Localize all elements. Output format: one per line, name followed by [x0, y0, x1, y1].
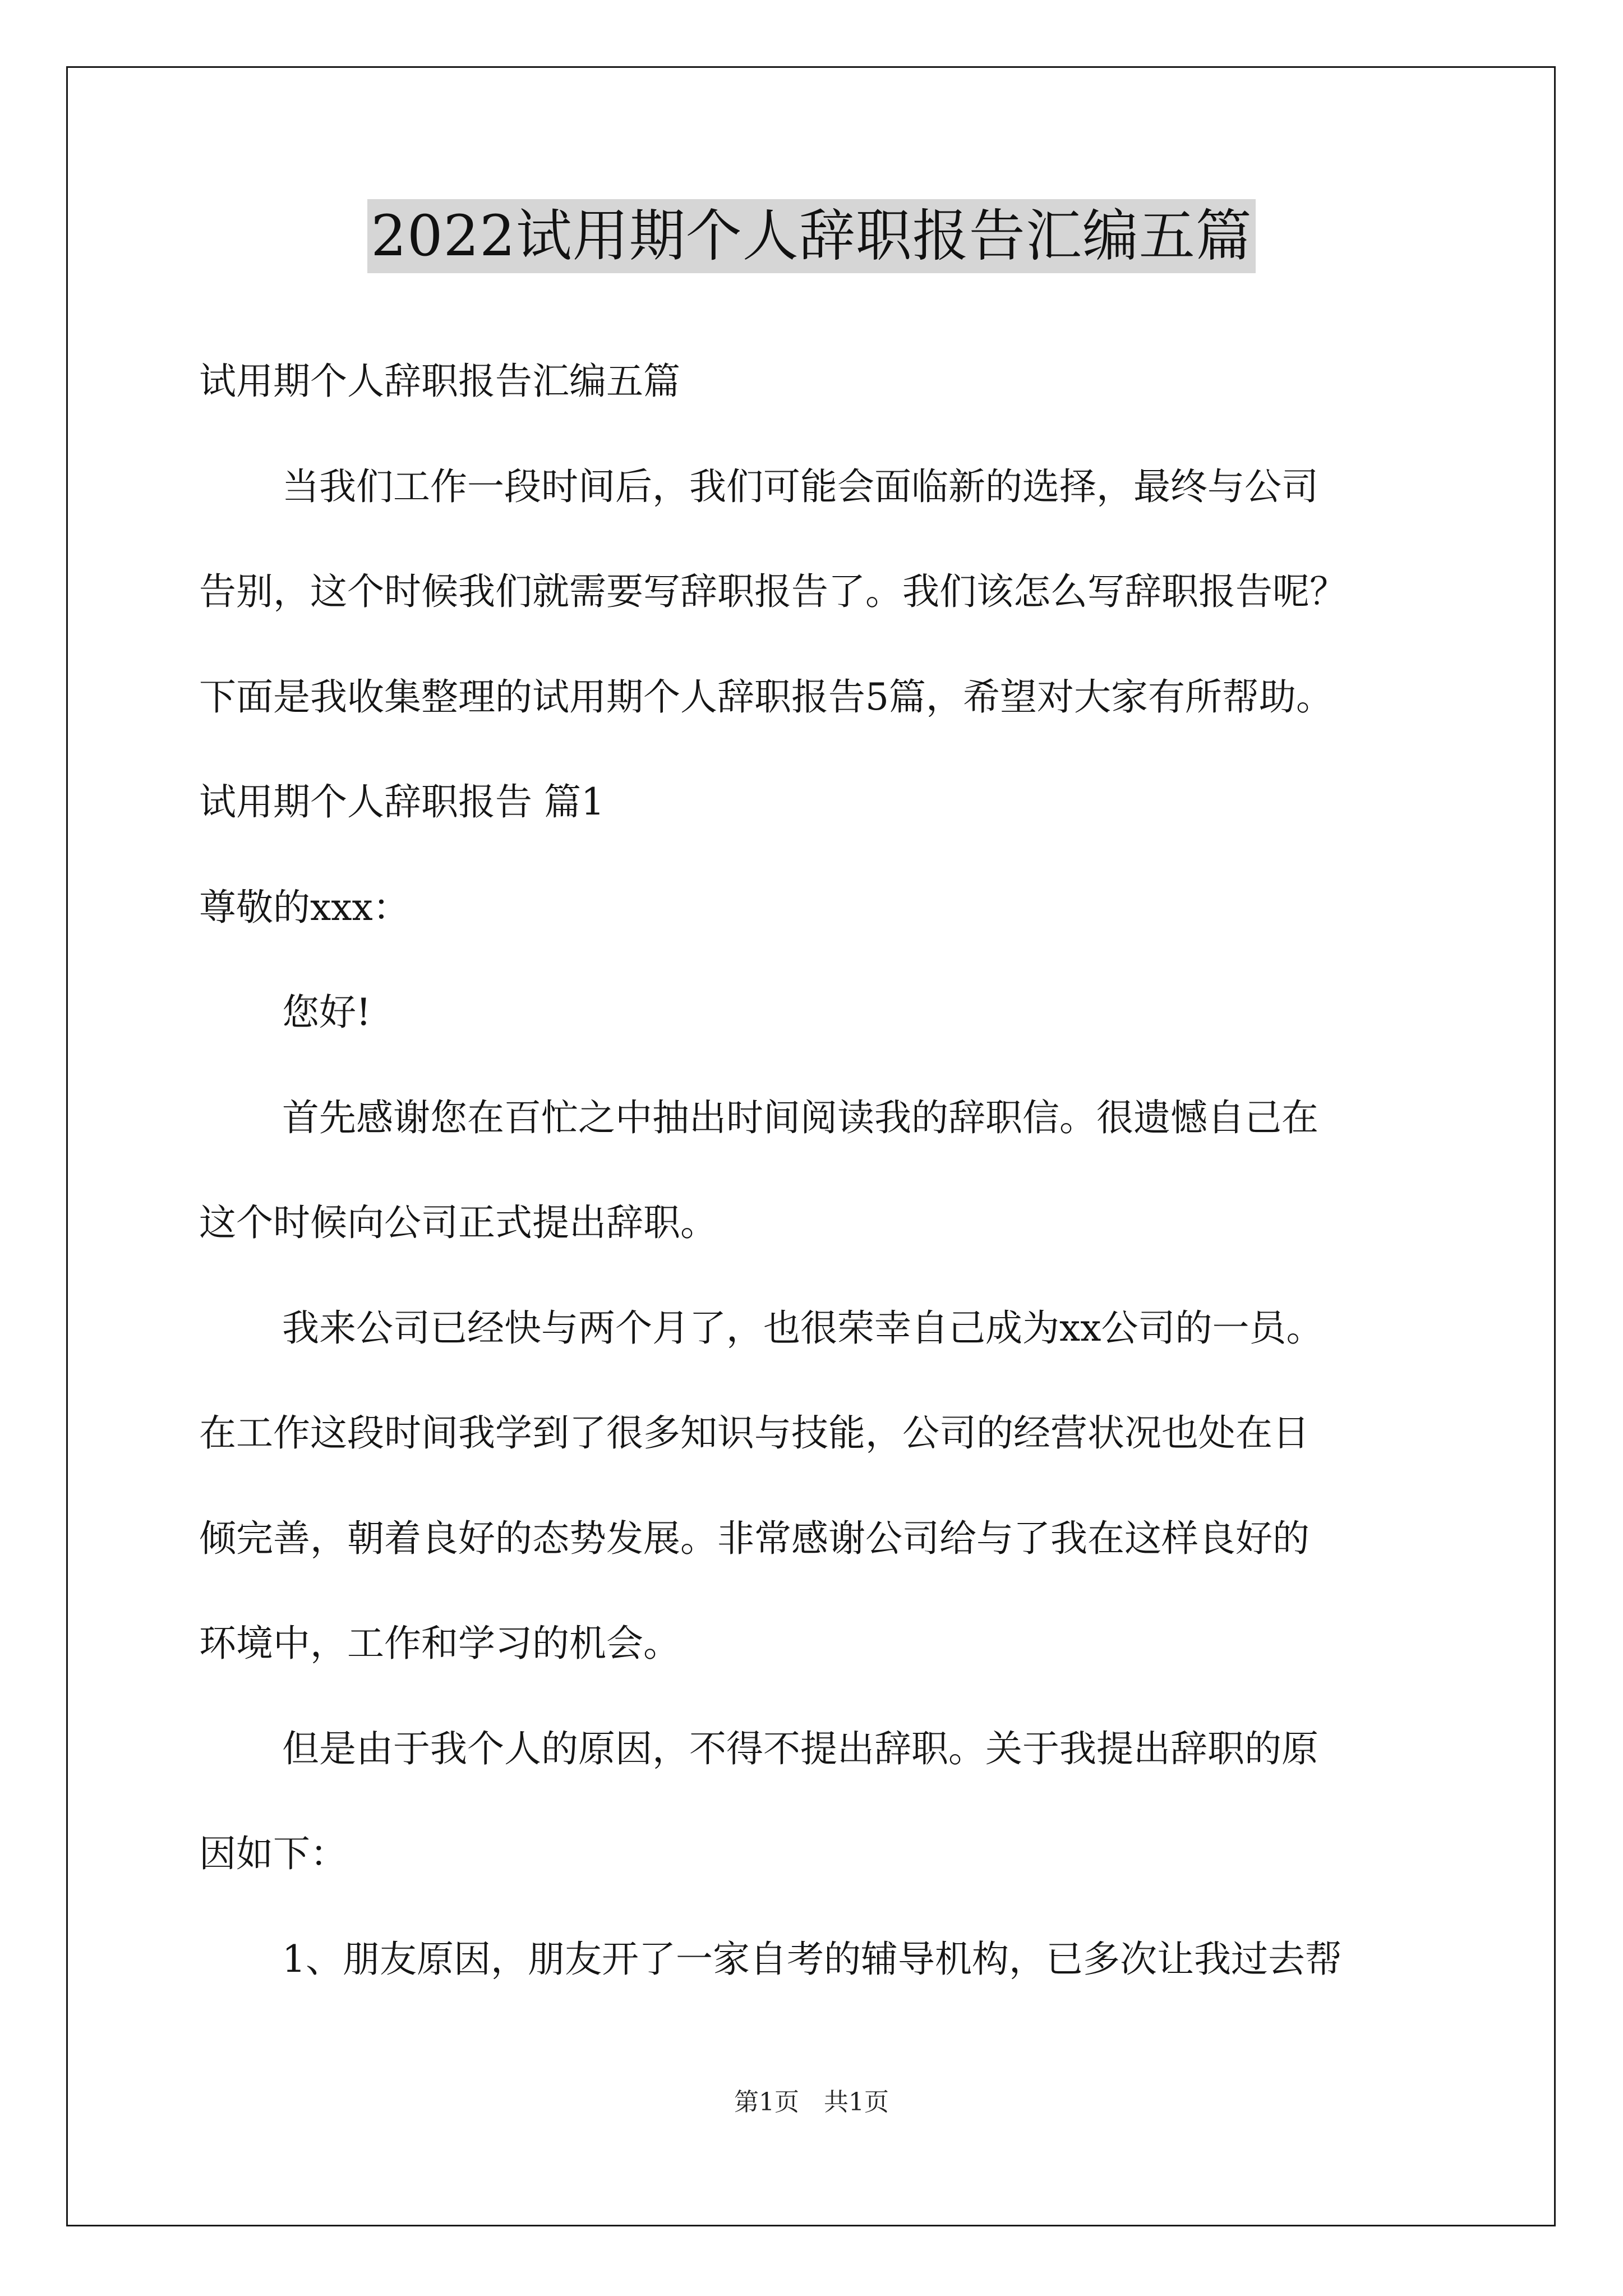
paragraph-line: 倾完善，朝着良好的态势发展。非常感谢公司给与了我在这样良好的 [199, 1517, 1310, 1560]
document-title: 2022试用期个人辞职报告汇编五篇 [367, 199, 1256, 273]
section-heading: 试用期个人辞职报告 篇1 [199, 780, 605, 823]
subtitle-line: 试用期个人辞职报告汇编五篇 [199, 360, 680, 403]
paragraph-line: 告别，这个时候我们就需要写辞职报告了。我们该怎么写辞职报告呢？ [199, 570, 1347, 613]
paragraph-line: 这个时候向公司正式提出辞职。 [199, 1201, 717, 1244]
page-footer: 第1页 共1页 [734, 2088, 889, 2116]
paragraph-line: 首先感谢您在百忙之中抽出时间阅读我的辞职信。很遗憾自己在 [282, 1096, 1318, 1139]
paragraph-line: 1、朋友原因，朋友开了一家自考的辅导机构，已多次让我过去帮 [282, 1938, 1342, 1981]
greeting: 您好! [282, 991, 371, 1034]
paragraph-line: 当我们工作一段时间后，我们可能会面临新的选择，最终与公司 [282, 465, 1318, 508]
paragraph-line: 但是由于我个人的原因，不得不提出辞职。关于我提出辞职的原 [282, 1727, 1318, 1770]
paragraph-line: 环境中，工作和学习的机会。 [199, 1622, 680, 1665]
paragraph-line: 我来公司已经快与两个月了，也很荣幸自己成为xx公司的一员。 [282, 1306, 1324, 1350]
title-block [0, 199, 1623, 273]
paragraph-line: 下面是我收集整理的试用期个人辞职报告5篇，希望对大家有所帮助。 [199, 675, 1333, 719]
salutation: 尊敬的xxx： [199, 886, 410, 929]
paragraph-line: 因如下： [199, 1832, 347, 1875]
paragraph-line: 在工作这段时间我学到了很多知识与技能，公司的经营状况也处在日 [199, 1411, 1310, 1455]
